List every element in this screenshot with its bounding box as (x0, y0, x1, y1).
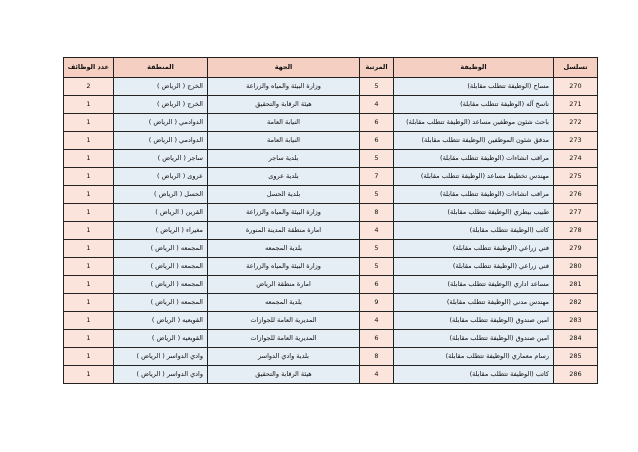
cell-region: القرين ( الرياض ) (114, 204, 208, 222)
cell-title: فني زراعي (الوظيفة تتطلب مقابلة) (394, 240, 554, 258)
cell-title: امين صندوق (الوظيفة تتطلب مقابلة) (394, 330, 554, 348)
cell-title: مهندس تخطيط مساعد (الوظيفة تتطلب مقابلة) (394, 168, 554, 186)
cell-rank: 8 (360, 204, 394, 222)
cell-rank: 9 (360, 294, 394, 312)
table-row (64, 294, 598, 312)
table-row (64, 312, 598, 330)
cell-entity: المديرية العامة للجوازات (208, 330, 360, 348)
cell-rank: 5 (360, 150, 394, 168)
cell-serial: 283 (554, 312, 598, 330)
cell-title: رسام معماري (الوظيفة تتطلب مقابلة) (394, 348, 554, 366)
cell-serial: 272 (554, 114, 598, 132)
cell-serial: 278 (554, 222, 598, 240)
cell-count: 1 (64, 276, 114, 294)
cell-entity: وزارة البيئة والمياه والزراعة (208, 204, 360, 222)
table-row (64, 78, 598, 96)
cell-serial: 275 (554, 168, 598, 186)
cell-rank: 8 (360, 348, 394, 366)
header-entity: الجهة (208, 58, 360, 78)
cell-entity: النيابة العامة (208, 114, 360, 132)
cell-region: الحسل ( الرياض ) (114, 186, 208, 204)
cell-serial: 273 (554, 132, 598, 150)
table-row (64, 222, 598, 240)
cell-count: 1 (64, 222, 114, 240)
cell-serial: 284 (554, 330, 598, 348)
cell-entity: المديرية العامة للجوازات (208, 312, 360, 330)
table-row (64, 132, 598, 150)
cell-title: طبيب بيطري (الوظيفة تتطلب مقابلة) (394, 204, 554, 222)
cell-serial: 276 (554, 186, 598, 204)
cell-serial: 281 (554, 276, 598, 294)
jobs-table (63, 57, 598, 384)
cell-title: فني زراعي (الوظيفة تتطلب مقابلة) (394, 258, 554, 276)
cell-count: 1 (64, 168, 114, 186)
cell-region: وادي الدواسر ( الرياض ) (114, 348, 208, 366)
cell-count: 1 (64, 186, 114, 204)
cell-entity: هيئة الرقابة والتحقيق (208, 96, 360, 114)
cell-title: كاتب (الوظيفة تتطلب مقابلة) (394, 222, 554, 240)
cell-rank: 4 (360, 312, 394, 330)
cell-rank: 6 (360, 114, 394, 132)
cell-region: القويعيه ( الرياض ) (114, 330, 208, 348)
cell-count: 1 (64, 312, 114, 330)
cell-title: مساح (الوظيفة تتطلب مقابلة) (394, 78, 554, 96)
table-row (64, 276, 598, 294)
table-header-row (64, 58, 598, 78)
cell-title: باحث شئون موظفين مساعد (الوظيفة تتطلب مقابلة) (394, 114, 554, 132)
cell-rank: 6 (360, 330, 394, 348)
cell-serial: 282 (554, 294, 598, 312)
cell-entity: امارة منطقة الرياض (208, 276, 360, 294)
cell-region: المجمعه ( الرياض ) (114, 258, 208, 276)
cell-entity: وزارة البيئة والمياه والزراعة (208, 258, 360, 276)
cell-region: المجمعه ( الرياض ) (114, 276, 208, 294)
cell-entity: امارة منطقة المدينة المنورة (208, 222, 360, 240)
cell-count: 1 (64, 366, 114, 384)
cell-rank: 5 (360, 240, 394, 258)
cell-title: مراقب انشاءات (الوظيفة تتطلب مقابلة) (394, 186, 554, 204)
cell-serial: 280 (554, 258, 598, 276)
cell-count: 1 (64, 96, 114, 114)
table-row (64, 96, 598, 114)
cell-rank: 7 (360, 168, 394, 186)
cell-region: ساجر ( الرياض ) (114, 150, 208, 168)
cell-region: الخرج ( الرياض ) (114, 78, 208, 96)
cell-title: مراقب انشاءات (الوظيفة تتطلب مقابلة) (394, 150, 554, 168)
cell-serial: 285 (554, 348, 598, 366)
cell-serial: 279 (554, 240, 598, 258)
cell-entity: النيابة العامة (208, 132, 360, 150)
cell-region: وادي الدواسر ( الرياض ) (114, 366, 208, 384)
cell-count: 1 (64, 114, 114, 132)
table-row (64, 258, 598, 276)
cell-count: 1 (64, 150, 114, 168)
cell-region: الدوادمي ( الرياض ) (114, 114, 208, 132)
header-region: المنطقة (114, 58, 208, 78)
table-row (64, 348, 598, 366)
cell-region: المجمعه ( الرياض ) (114, 240, 208, 258)
cell-serial: 274 (554, 150, 598, 168)
table-row (64, 240, 598, 258)
cell-region: الخرج ( الرياض ) (114, 96, 208, 114)
cell-entity: بلدية عروى (208, 168, 360, 186)
cell-rank: 5 (360, 258, 394, 276)
cell-rank: 6 (360, 132, 394, 150)
cell-rank: 4 (360, 222, 394, 240)
cell-region: عروى ( الرياض ) (114, 168, 208, 186)
cell-count: 1 (64, 330, 114, 348)
cell-region: القويعيه ( الرياض ) (114, 312, 208, 330)
cell-rank: 6 (360, 276, 394, 294)
header-serial: تسلسل (554, 58, 598, 78)
cell-region: الدوادمي ( الرياض ) (114, 132, 208, 150)
cell-count: 1 (64, 204, 114, 222)
cell-rank: 4 (360, 366, 394, 384)
cell-entity: بلدية المجمعه (208, 294, 360, 312)
header-rank: المرتبة (360, 58, 394, 78)
table-row (64, 204, 598, 222)
table-body (64, 78, 598, 384)
cell-count: 2 (64, 78, 114, 96)
header-title: الوظيفة (394, 58, 554, 78)
cell-title: كاتب (الوظيفة تتطلب مقابلة) (394, 366, 554, 384)
header-count: عدد الوظائف (64, 58, 114, 78)
cell-title: امين صندوق (الوظيفة تتطلب مقابلة) (394, 312, 554, 330)
cell-entity: بلدية وادي الدواسر (208, 348, 360, 366)
cell-count: 1 (64, 258, 114, 276)
cell-title: مساعد اداري (الوظيفة تتطلب مقابلة) (394, 276, 554, 294)
cell-count: 1 (64, 240, 114, 258)
cell-region: مغيراء ( الرياض ) (114, 222, 208, 240)
cell-rank: 5 (360, 78, 394, 96)
cell-serial: 270 (554, 78, 598, 96)
cell-entity: بلدية الحسل (208, 186, 360, 204)
cell-title: ناسخ آله (الوظيفة تتطلب مقابلة) (394, 96, 554, 114)
table-row (64, 186, 598, 204)
cell-rank: 5 (360, 186, 394, 204)
cell-region: المجمعه ( الرياض ) (114, 294, 208, 312)
cell-serial: 277 (554, 204, 598, 222)
cell-entity: بلدية ساجر (208, 150, 360, 168)
table-row (64, 114, 598, 132)
cell-title: مهندس مدني (الوظيفة تتطلب مقابلة) (394, 294, 554, 312)
cell-count: 1 (64, 348, 114, 366)
cell-title: مدقق شئون الموظفين (الوظيفة تتطلب مقابلة) (394, 132, 554, 150)
cell-rank: 4 (360, 96, 394, 114)
table-row (64, 168, 598, 186)
cell-entity: بلدية المجمعه (208, 240, 360, 258)
cell-serial: 286 (554, 366, 598, 384)
table-row (64, 366, 598, 384)
cell-entity: وزارة البيئة والمياه والزراعة (208, 78, 360, 96)
cell-serial: 271 (554, 96, 598, 114)
cell-count: 1 (64, 132, 114, 150)
cell-count: 1 (64, 294, 114, 312)
table-row (64, 330, 598, 348)
table-row (64, 150, 598, 168)
cell-entity: هيئة الرقابة والتحقيق (208, 366, 360, 384)
